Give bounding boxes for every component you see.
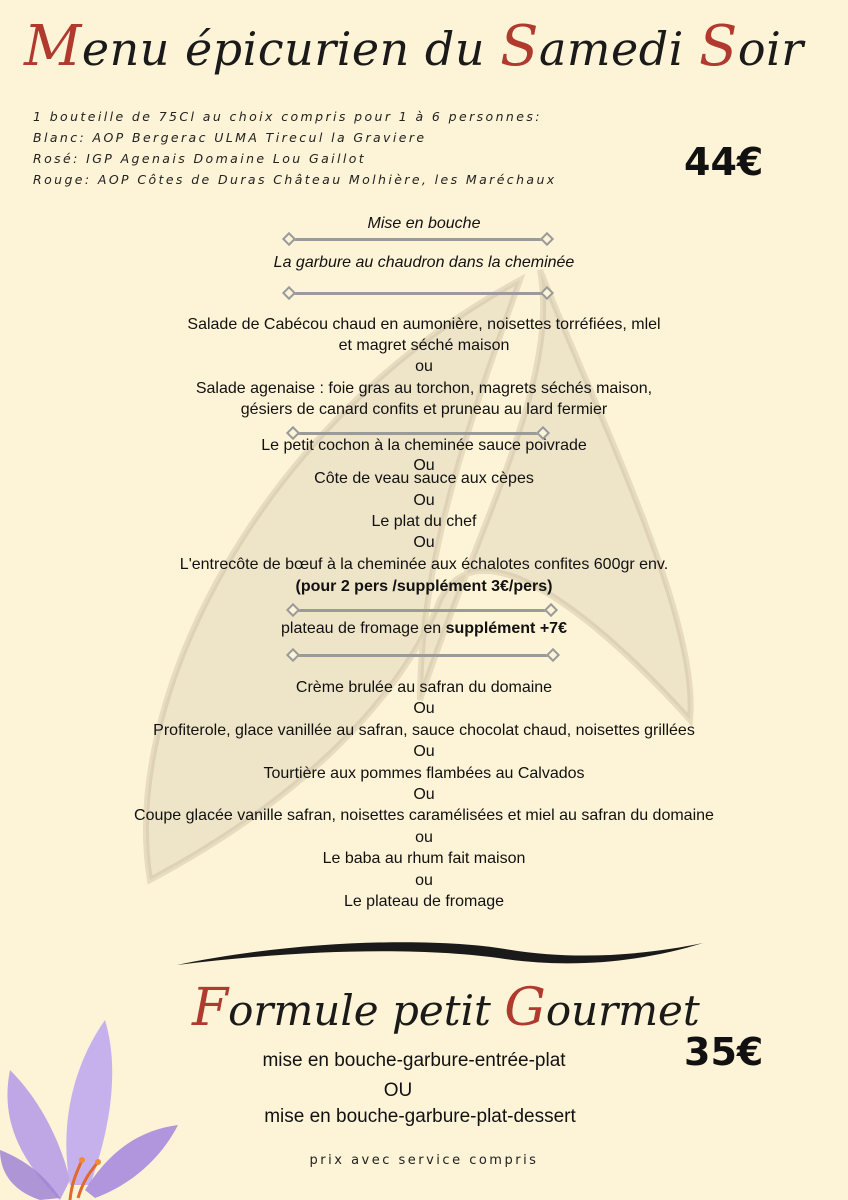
or-separator: Ou	[413, 743, 435, 760]
divider	[288, 604, 556, 618]
plat-4: L'entrecôte de bœuf à la cheminée aux échalotes confites 600gr env.	[179, 556, 669, 573]
or-separator: ou	[415, 358, 433, 375]
menu-title: Menu épicurien du Samedi Soir	[24, 14, 804, 79]
formule-price: 35€	[684, 1030, 764, 1074]
main-menu-price: 44€	[684, 140, 764, 184]
brush-swoosh-divider	[175, 935, 705, 975]
or-separator: ou	[415, 829, 433, 846]
entree-1-line-1: Salade de Cabécou chaud en aumonière, noisettes torréfiées, mlel	[187, 316, 661, 333]
wine-selection	[33, 106, 557, 190]
divider	[288, 649, 558, 663]
formule-option-2: mise en bouche-garbure-plat-dessert	[264, 1106, 576, 1127]
wine-rose: Rosé: IGP Agenais Domaine Lou Gaillot	[33, 151, 367, 166]
wine-rouge: Rouge: AOP Côtes de Duras Château Molhière, les Maréchaux	[33, 172, 557, 187]
entree-1-line-2: et magret séché maison	[338, 337, 510, 354]
or-separator: Ou	[413, 492, 435, 509]
formule-title: Formule petit Gourmet	[192, 978, 700, 1038]
wine-intro: 1 bouteille de 75Cl au choix compris pour 1 à 6 personnes:	[33, 109, 542, 124]
course-amuse-bouche: Mise en bouche	[367, 215, 481, 232]
footer-note: prix avec service compris	[309, 1153, 539, 1168]
or-separator: Ou	[413, 700, 435, 717]
wine-blanc: Blanc: AOP Bergerac ULMA Tirecul la Graviere	[33, 130, 427, 145]
dessert-4: Coupe glacée vanille safran, noisettes caramélisées et miel au safran du domaine	[134, 807, 714, 824]
divider	[284, 287, 552, 301]
dessert-6: Le plateau de fromage	[343, 893, 505, 910]
or-separator: Ou	[413, 457, 435, 474]
formule-option-1: mise en bouche-garbure-entrée-plat	[262, 1050, 566, 1071]
dessert-2: Profiterole, glace vanillée au safran, sauce chocolat chaud, noisettes grillées	[153, 722, 695, 739]
course-garbure: La garbure au chaudron dans la cheminée	[273, 254, 575, 271]
or-separator: ou	[415, 872, 433, 889]
plat-4-note: (pour 2 pers /supplément 3€/pers)	[295, 578, 553, 595]
saffron-flower-icon	[0, 1010, 180, 1200]
plat-3: Le plat du chef	[371, 513, 477, 530]
entree-2-line-1: Salade agenaise : foie gras au torchon, magrets séchés maison,	[195, 380, 653, 397]
plat-1: Le petit cochon à la cheminée sauce poivrade	[261, 437, 587, 454]
plat-2: Côte de veau sauce aux cèpes	[314, 470, 534, 487]
dessert-1: Crème brulée au safran du domaine	[295, 679, 553, 696]
dessert-5: Le baba au rhum fait maison	[322, 850, 526, 867]
dessert-3: Tourtière aux pommes flambées au Calvados	[263, 765, 585, 782]
formule-or: OU	[383, 1080, 413, 1101]
fromage-supplement: plateau de fromage en supplément +7€	[281, 620, 567, 637]
entree-2-line-2: gésiers de canard confits et pruneau au lard fermier	[240, 401, 608, 418]
or-separator: Ou	[413, 786, 435, 803]
or-separator: Ou	[413, 534, 435, 551]
divider	[284, 233, 552, 247]
